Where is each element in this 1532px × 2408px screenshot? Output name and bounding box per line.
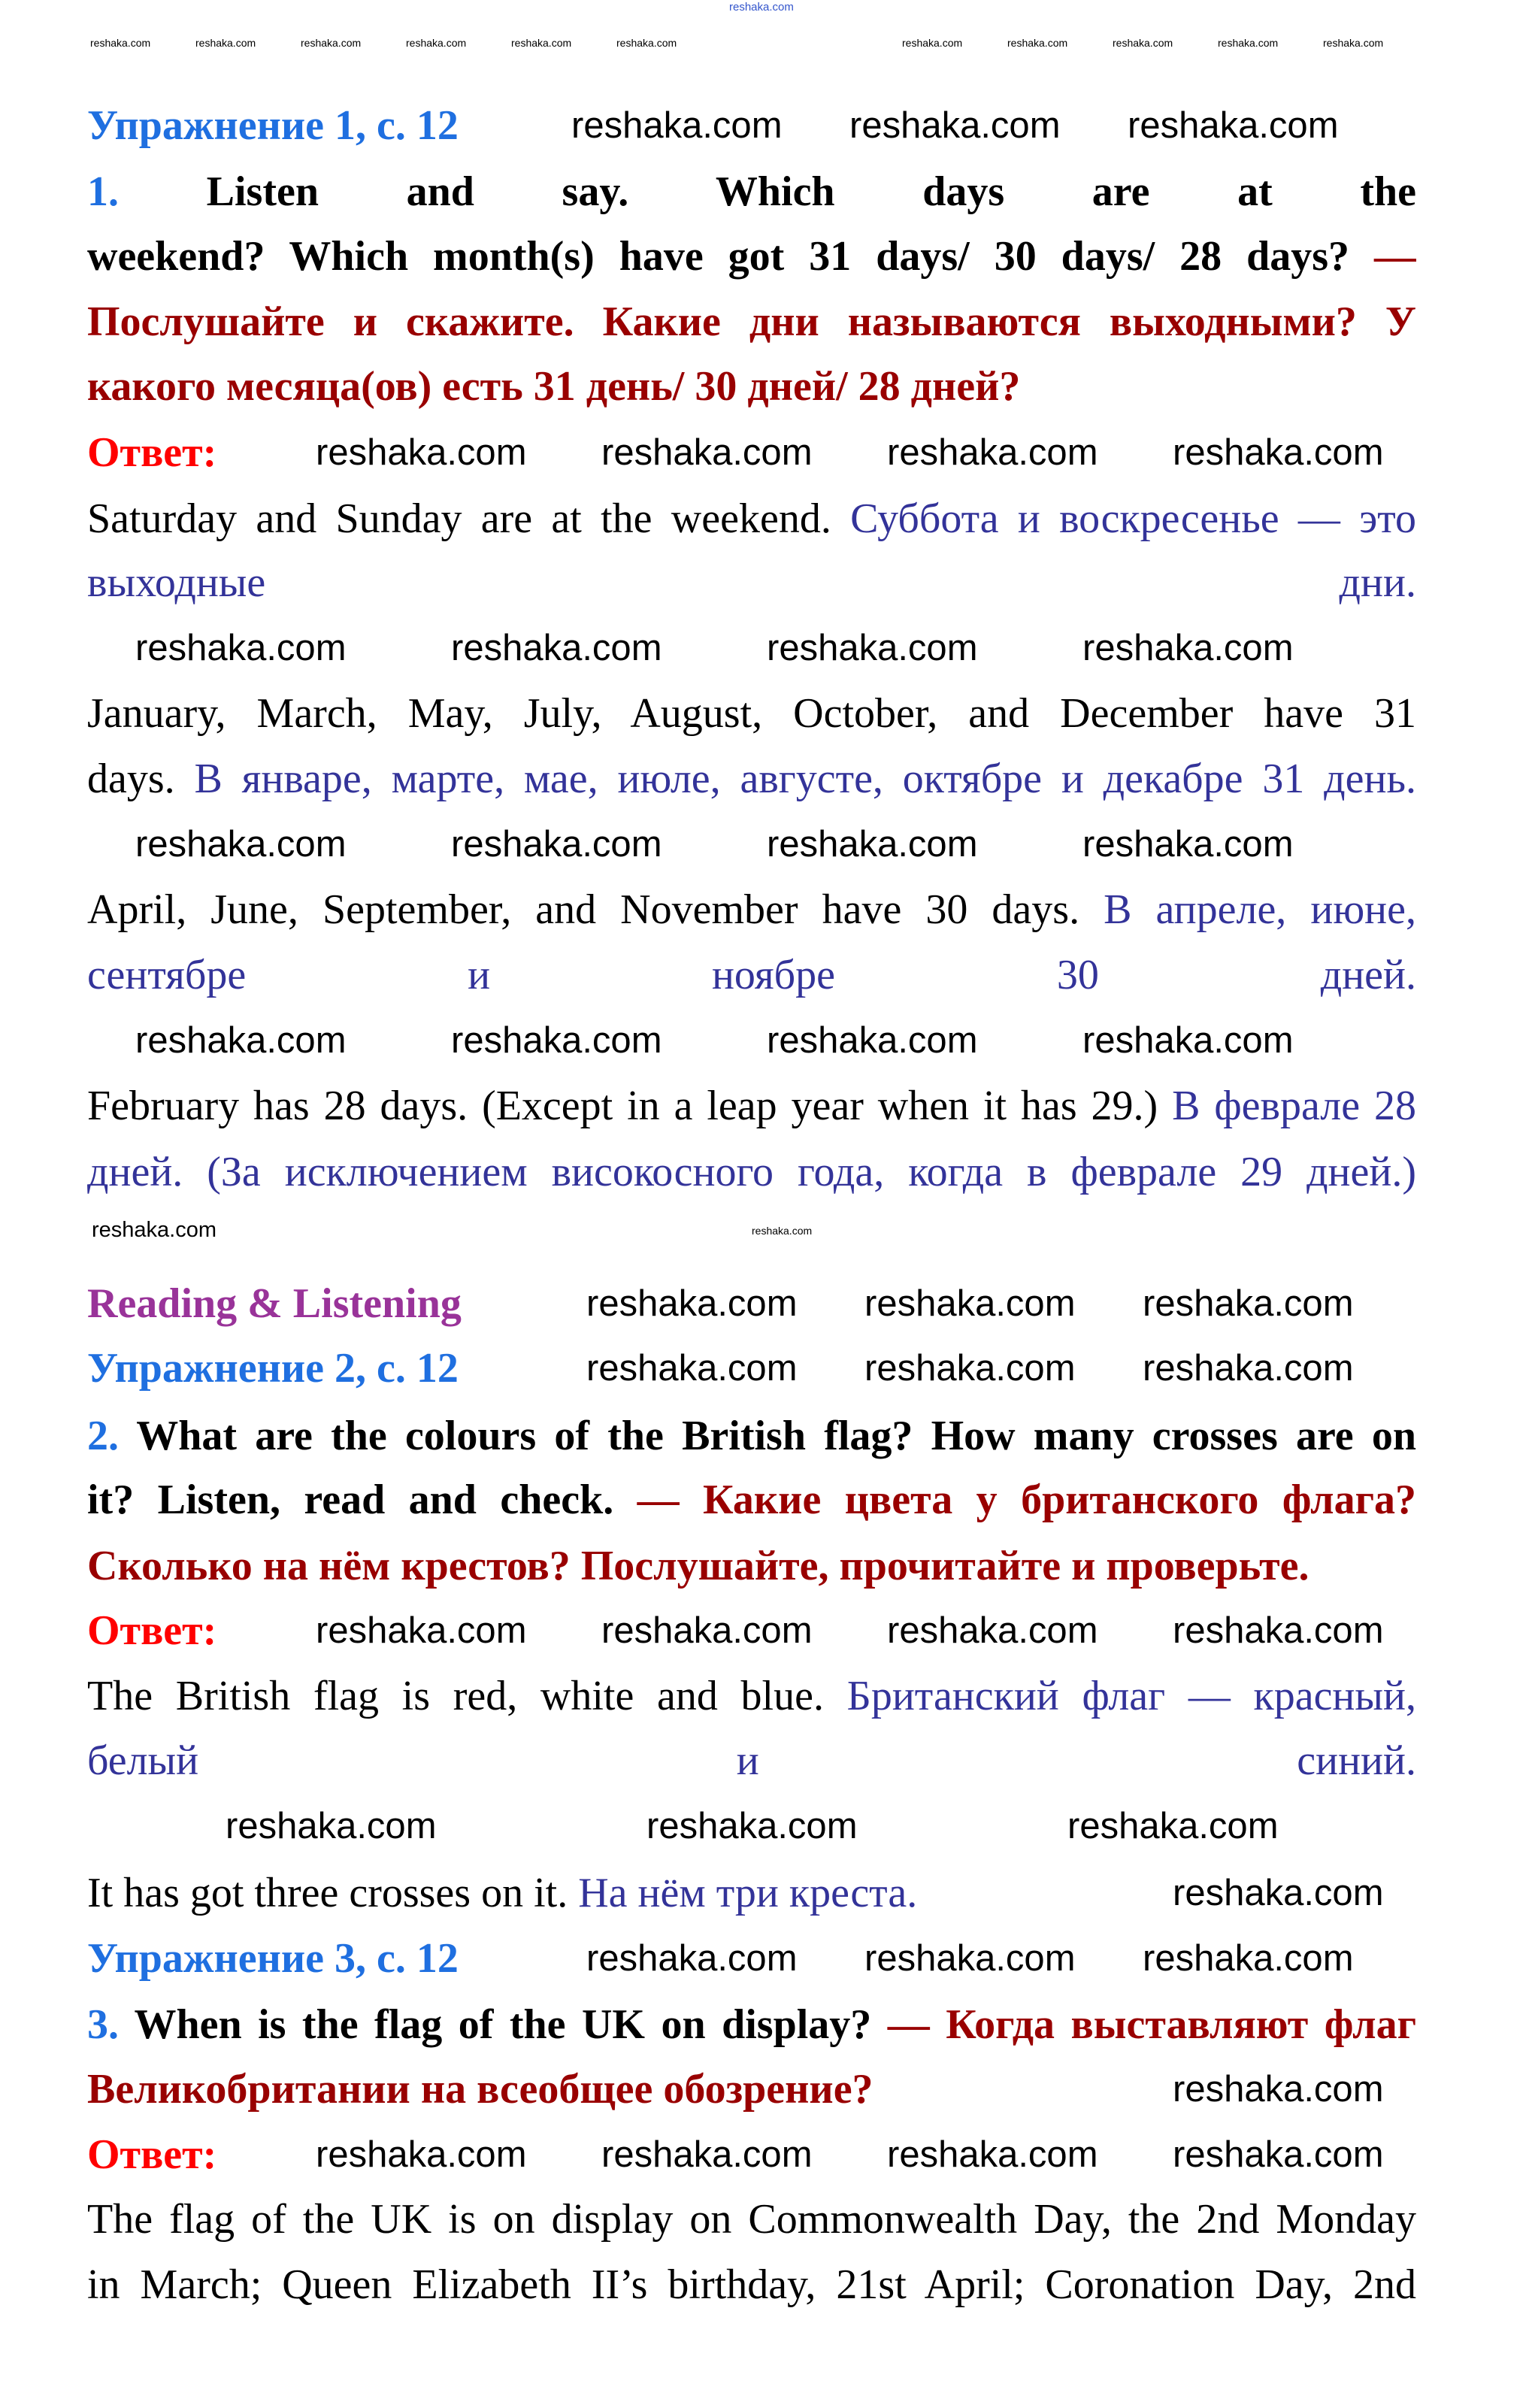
watermark: reshaka.com — [135, 1020, 347, 1061]
text-segment: The British flag is red, white and blue. — [87, 1673, 847, 1719]
text-segment: белый и синий. — [87, 1737, 1416, 1784]
watermark: reshaka.com — [902, 37, 963, 49]
answer-text — [87, 1728, 1416, 1794]
watermark: reshaka.com — [511, 37, 572, 49]
answer-text — [87, 1139, 1416, 1205]
text-segment: — Когда выставляют флаг — [887, 2001, 1416, 2048]
text-segment: — — [1374, 233, 1416, 280]
exercise-1-question — [87, 159, 1416, 225]
watermark: reshaka.com — [1173, 1610, 1384, 1651]
text-segment: Saturday and Sunday are at the weekend. — [87, 495, 851, 542]
watermark: reshaka.com — [601, 1610, 813, 1651]
watermark: reshaka.com — [864, 1348, 1076, 1389]
exercise-1-question — [87, 223, 1416, 289]
text-segment: Суббота и воскресенье — это — [850, 495, 1416, 542]
watermark: reshaka.com — [92, 1218, 217, 1242]
text-segment: 2. — [87, 1413, 137, 1459]
watermark: reshaka.com — [316, 1610, 527, 1651]
text-segment: February has 28 days. (Except in a leap year when it has 29.) — [87, 1083, 1173, 1129]
text-segment: сентябре и ноябре 30 дней. — [87, 952, 1416, 998]
watermark: reshaka.com — [616, 37, 677, 49]
answer-text — [87, 1663, 1416, 1729]
watermark: reshaka.com — [1143, 1283, 1354, 1324]
watermark: reshaka.com — [451, 824, 662, 865]
watermark: reshaka.com — [301, 37, 362, 49]
answer-text — [87, 942, 1416, 1008]
answer-label — [87, 420, 216, 486]
watermark: reshaka.com — [1173, 2069, 1384, 2110]
watermark: reshaka.com — [586, 1283, 798, 1324]
watermark: reshaka.com — [1067, 1806, 1279, 1846]
text-segment: Упражнение 1, с. 12 — [87, 102, 459, 149]
text-segment: Упражнение 2, с. 12 — [87, 1345, 459, 1392]
watermark: reshaka.com — [451, 1020, 662, 1061]
watermark: reshaka.com — [1173, 432, 1384, 473]
answer-text — [87, 1860, 917, 1926]
watermark: reshaka.com — [1323, 37, 1384, 49]
watermark: reshaka.com — [316, 432, 527, 473]
watermark: reshaka.com — [646, 1806, 858, 1846]
exercise-3-question-translation — [87, 2056, 873, 2122]
text-segment: выходные дни. — [87, 559, 1416, 606]
text-segment: Reading & Listening — [87, 1280, 462, 1327]
exercise-2-question — [87, 1467, 1416, 1533]
exercise-1-heading — [87, 92, 459, 159]
watermark: reshaka.com — [767, 1020, 978, 1061]
watermark: reshaka.com — [1143, 1348, 1354, 1389]
watermark: reshaka.com — [195, 37, 256, 49]
text-segment: дней. (За исключением високосного года, когда в феврале 29 дней.) — [87, 1149, 1416, 1195]
watermark: reshaka.com — [586, 1938, 798, 1979]
exercise-3-heading — [87, 1925, 459, 1992]
watermark: reshaka.com — [406, 37, 467, 49]
answer-text — [87, 486, 1416, 552]
text-segment: Ответ: — [87, 2131, 217, 2178]
text-segment: What are the colours of the British flag? How many crosses are on — [136, 1413, 1416, 1459]
watermark: reshaka.com — [1007, 37, 1068, 49]
answer-text — [87, 2252, 1416, 2318]
watermark: reshaka.com — [601, 432, 813, 473]
text-segment: Ответ: — [87, 429, 217, 476]
text-segment: Упражнение 3, с. 12 — [87, 1935, 459, 1982]
watermark: reshaka.com — [1173, 1873, 1384, 1913]
text-segment: It has got three crosses on it. — [87, 1870, 579, 1916]
watermark: reshaka.com — [887, 1610, 1098, 1651]
text-segment: Ответ: — [87, 1607, 217, 1654]
text-segment: Послушайте и скажите. Какие дни называются выходными? У — [87, 298, 1416, 345]
watermark: reshaka.com — [1173, 2134, 1384, 2175]
answer-label — [87, 1598, 216, 1664]
watermark: reshaka.com — [90, 37, 151, 49]
watermark: reshaka.com — [226, 1806, 437, 1846]
text-segment: days. — [87, 756, 195, 802]
text-segment: 3. — [87, 2001, 135, 2048]
text-segment: Британский флаг — красный, — [846, 1673, 1416, 1719]
text-segment: В апреле, июне, — [1104, 886, 1416, 933]
top-watermark: reshaka.com — [729, 1, 794, 14]
watermark: reshaka.com — [1113, 37, 1173, 49]
watermark: reshaka.com — [1218, 37, 1279, 49]
exercise-2-question — [87, 1403, 1416, 1469]
text-segment: The flag of the UK is on display on Commonwealth Day, the 2nd Monday — [87, 2196, 1416, 2243]
text-segment: — Какие цвета у британского флага? — [637, 1477, 1416, 1523]
text-segment: Великобритании на всеобщее обозрение? — [87, 2066, 873, 2113]
watermark: reshaka.com — [1082, 824, 1294, 865]
text-segment: in March; Queen Elizabeth II’s birthday, 21st April; Coronation Day, 2nd — [87, 2261, 1416, 2308]
exercise-1-question-translation — [87, 289, 1416, 355]
text-segment: какого месяца(ов) есть 31 день/ 30 дней/ 28 дней? — [87, 363, 1021, 410]
watermark: reshaka.com — [135, 824, 347, 865]
watermark: reshaka.com — [864, 1938, 1076, 1979]
watermark: reshaka.com — [1082, 628, 1294, 668]
watermark: reshaka.com — [451, 628, 662, 668]
text-segment: April, June, September, and November have 30 days. — [87, 886, 1104, 933]
watermark: reshaka.com — [767, 628, 978, 668]
text-segment: Сколько на нём крестов? Послушайте, прочитайте и проверьте. — [87, 1543, 1309, 1589]
answer-text — [87, 550, 1416, 616]
text-segment: weekend? Which month(s) have got 31 days/ 30 days/ 28 days? — [87, 233, 1374, 280]
answer-label — [87, 2122, 216, 2188]
text-segment: January, March, May, July, August, October, and December have 31 — [87, 690, 1416, 737]
watermark: reshaka.com — [887, 432, 1098, 473]
text-segment: Listen and say. Which days are at the — [206, 168, 1416, 215]
text-segment: В январе, марте, мае, июле, августе, октябре и декабре 31 день. — [194, 756, 1416, 802]
watermark: reshaka.com — [767, 824, 978, 865]
watermark: reshaka.com — [752, 1225, 813, 1237]
text-segment: 1. — [87, 168, 207, 215]
watermark: reshaka.com — [601, 2134, 813, 2175]
watermark: reshaka.com — [1128, 105, 1339, 146]
watermark: reshaka.com — [135, 628, 347, 668]
watermark: reshaka.com — [864, 1283, 1076, 1324]
watermark: reshaka.com — [887, 2134, 1098, 2175]
watermark: reshaka.com — [586, 1348, 798, 1389]
watermark: reshaka.com — [849, 105, 1061, 146]
exercise-3-question — [87, 1992, 1416, 2058]
watermark: reshaka.com — [1143, 1938, 1354, 1979]
answer-text — [87, 1073, 1416, 1139]
answer-text — [87, 2186, 1416, 2252]
answer-text — [87, 877, 1416, 943]
text-segment: it? Listen, read and check. — [87, 1477, 637, 1523]
watermark: reshaka.com — [571, 105, 783, 146]
text-segment: На нём три креста. — [578, 1870, 918, 1916]
exercise-2-heading — [87, 1335, 459, 1401]
text-segment: В феврале 28 — [1172, 1083, 1416, 1129]
watermark: reshaka.com — [316, 2134, 527, 2175]
watermark: reshaka.com — [1082, 1020, 1294, 1061]
answer-text — [87, 680, 1416, 747]
answer-text — [87, 746, 1416, 812]
exercise-1-question-translation — [87, 353, 1020, 420]
section-heading — [87, 1271, 462, 1337]
text-segment: When is the flag of the UK on display? — [134, 2001, 888, 2048]
exercise-2-question-translation — [87, 1533, 1309, 1599]
